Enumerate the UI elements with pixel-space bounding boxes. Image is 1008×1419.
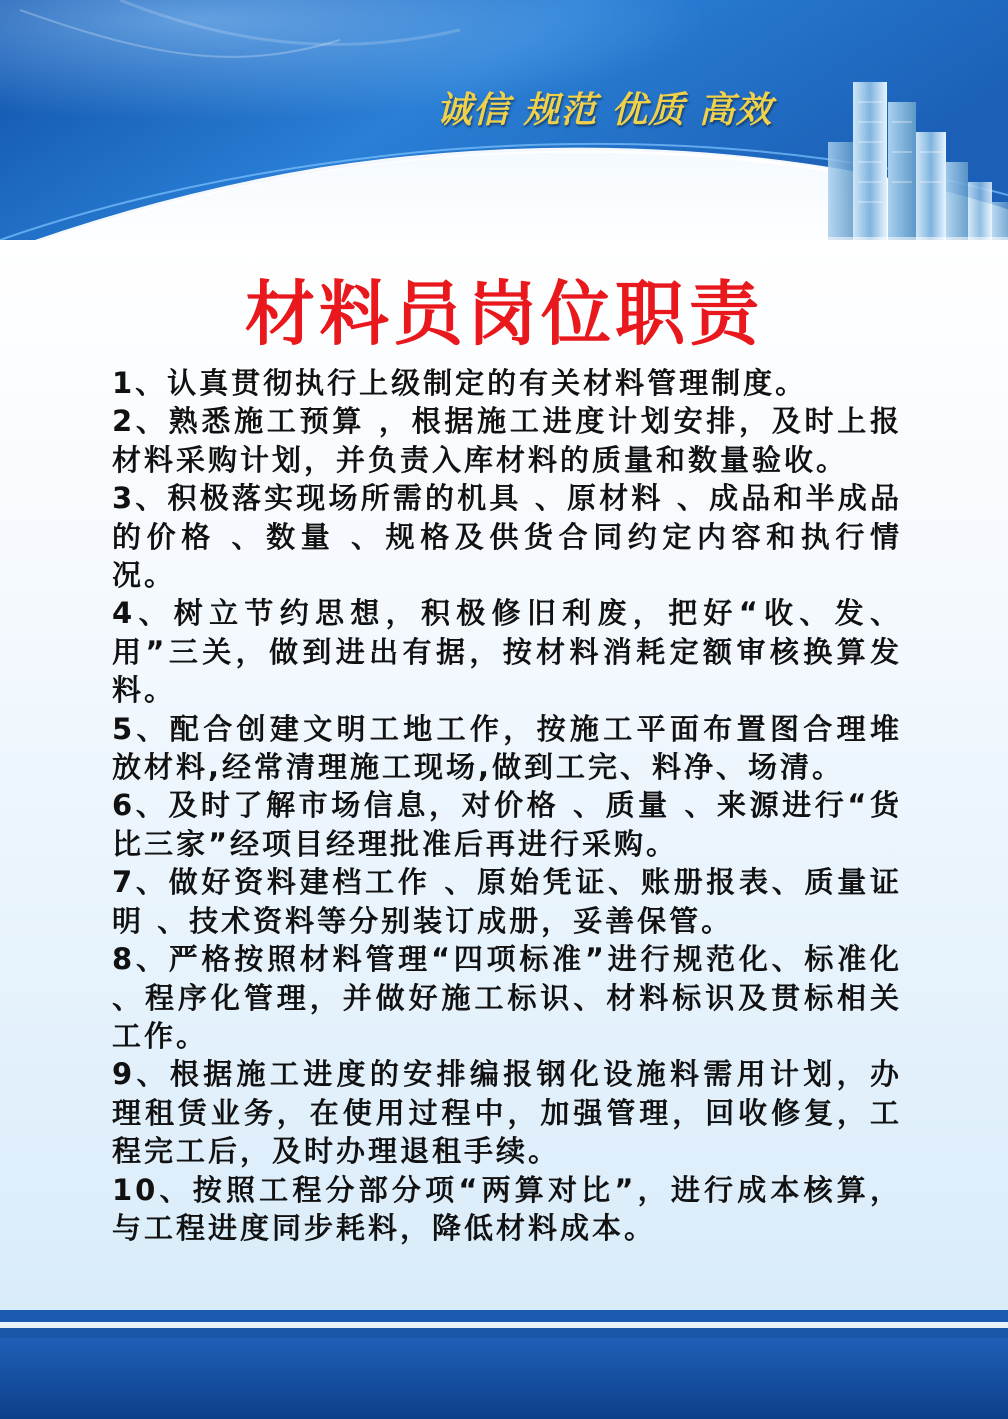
duty-item: 1、认真贯彻执行上级制定的有关材料管理制度。 (112, 366, 808, 400)
duty-item: 9、根据施工进度的安排编报钢化设施料需用计划，办理租赁业务，在使用过程中，加强管理，回收修复，工程完工后，及时办理退租手续。 (112, 1057, 902, 1169)
page-title: 材料员岗位职责 (245, 273, 763, 355)
duty-item: 2、熟悉施工预算 ，根据施工进度计划安排，及时上报材料采购计划，并负责入库材料的质量和数量验收。 (112, 404, 902, 477)
footer-stripe (0, 1310, 1008, 1322)
duty-item: 7、做好资料建档工作 、原始凭证、账册报表、质量证明 、技术资料等分别装订成册，妥善保管。 (112, 865, 902, 938)
duties-list (112, 364, 902, 1247)
footer-band (0, 1310, 1008, 1419)
city-skyline-image (808, 62, 1008, 260)
duty-item: 3、积极落实现场所需的机具 、原材料 、成品和半成品的价格 、数量 、规格及供货合同约定内容和执行情况。 (112, 481, 902, 593)
duty-item: 6、及时了解市场信息，对价格 、质量 、来源进行“货比三家”经项目经理批准后再进行采购。 (112, 788, 902, 861)
duty-item: 4、树立节约思想，积极修旧利废，把好“收、发、用”三关，做到进出有据，按材料消耗定额审核换算发料。 (112, 596, 902, 708)
duty-item: 8、严格按照材料管理“四项标准”进行规范化、标准化 、程序化管理，并做好施工标识、材料标识及贯标相关工作。 (112, 942, 902, 1053)
header-banner (0, 0, 1008, 260)
duty-item: 5、配合创建文明工地工作，按施工平面布置图合理堆放材料,经常清理施工现场,做到工完、料净、场清。 (112, 711, 902, 785)
footer-bar (0, 1338, 1008, 1419)
slogan-text: 诚信 规范 优质 高效 (436, 90, 773, 131)
duty-item: 10、按照工程分部分项“两算对比”，进行成本核算，与工程进度同步耗料，降低材料成本。 (112, 1172, 902, 1245)
footer-stripe (0, 1328, 1008, 1338)
